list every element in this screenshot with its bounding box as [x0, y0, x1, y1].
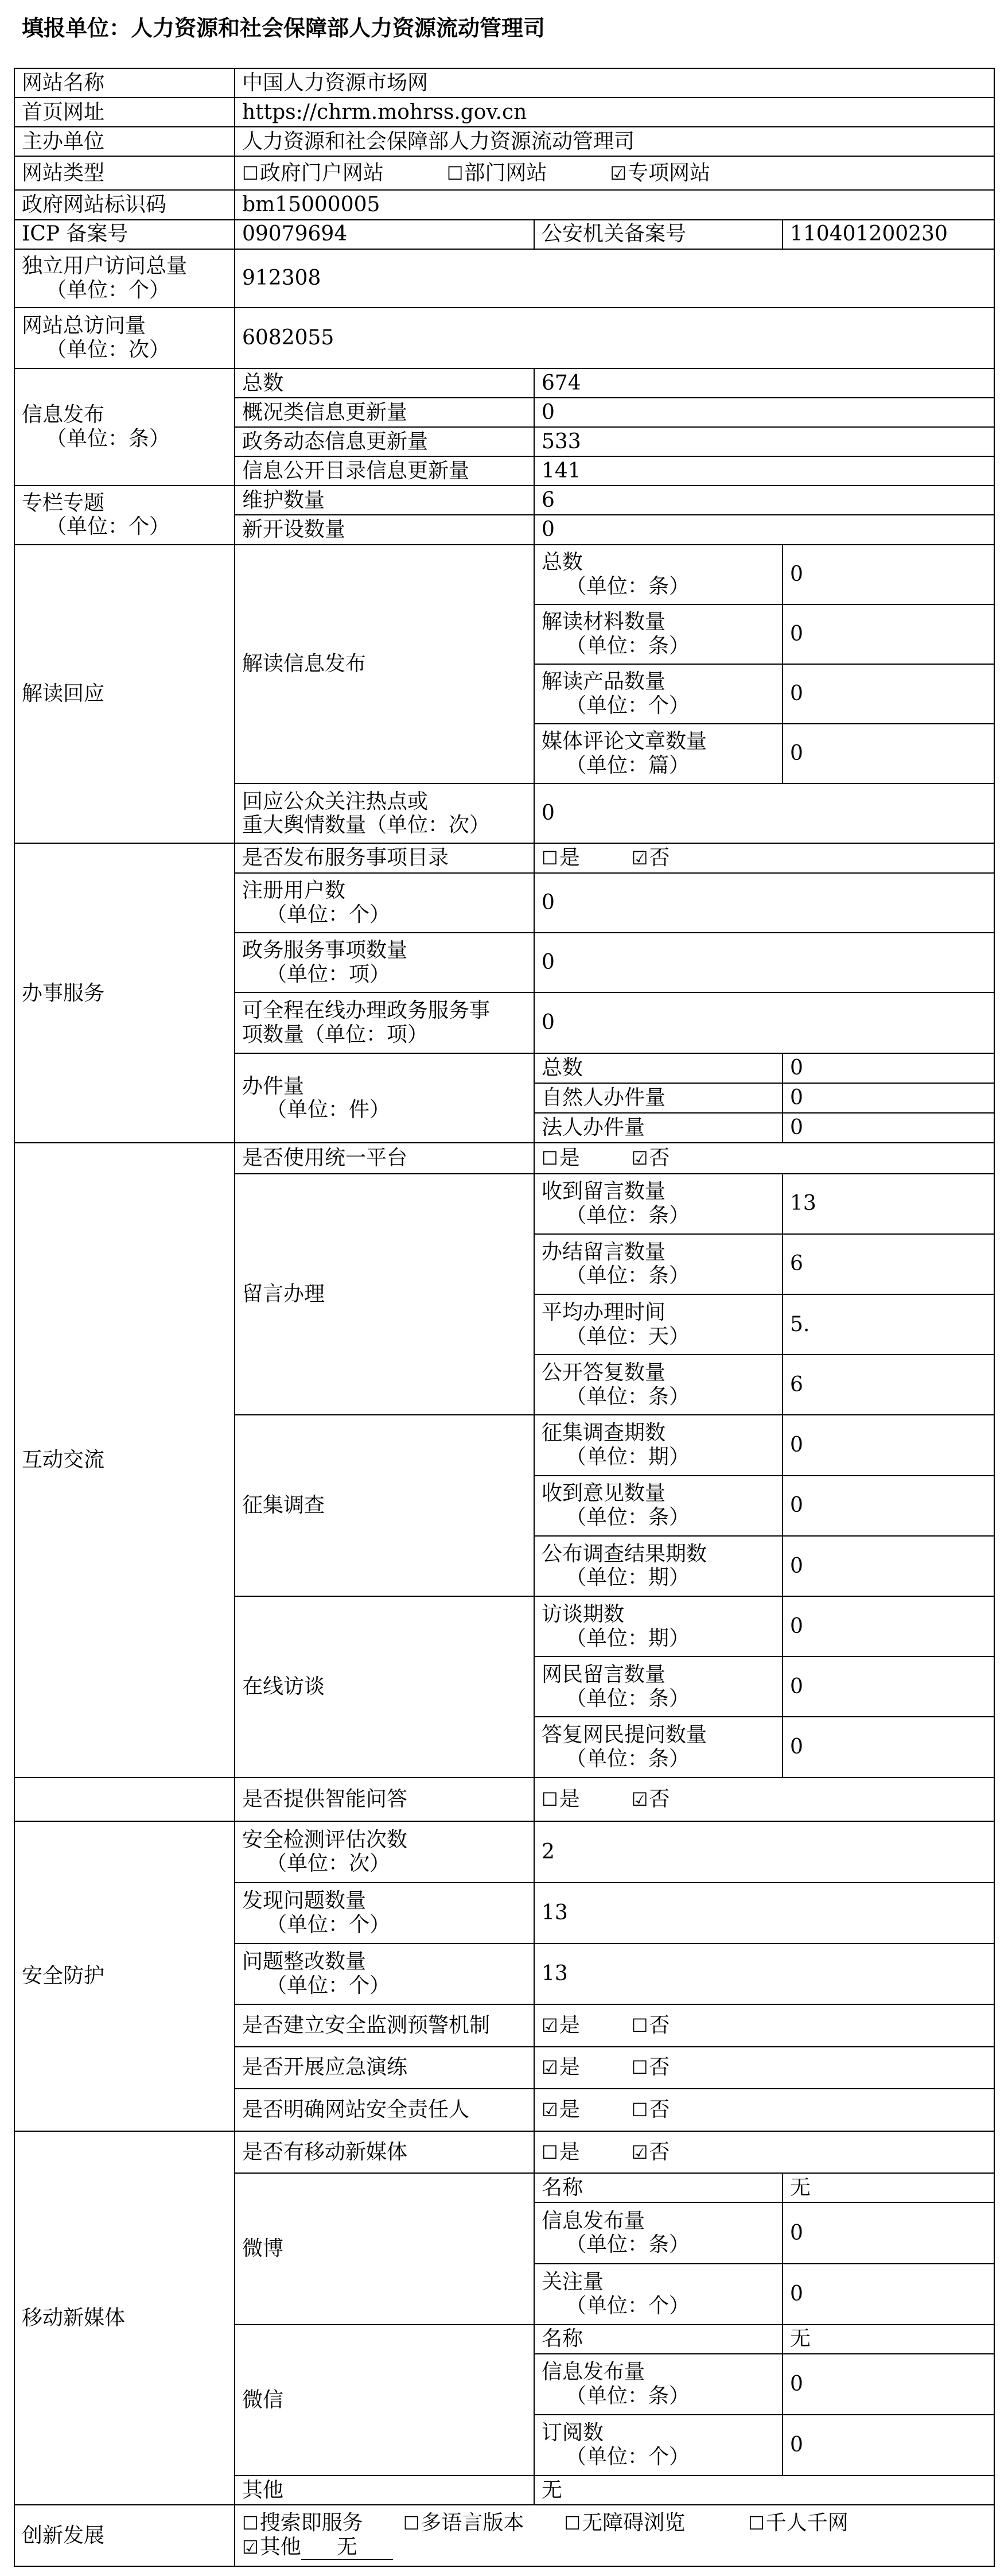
row-site-type — [14, 156, 994, 190]
website-report-table — [14, 68, 995, 2567]
checked-checkbox-icon: ☑ — [631, 1147, 648, 1170]
row-interact-platform: 互动交流 是否使用统一平台 ☐是 ☑否 — [14, 1143, 994, 1173]
row-icp — [14, 220, 994, 249]
row-security-drill: 是否开展应急演练 ☑是 ☐否 — [14, 2047, 994, 2089]
row-security-owner: 是否明确网站安全责任人 ☑是 ☐否 — [14, 2089, 994, 2131]
row-message-received: 留言办理 收到留言数量 （单位：条） 13 — [14, 1174, 994, 1234]
checkbox-icon: ☐ — [542, 1147, 558, 1170]
option-no[interactable]: ☑否 — [631, 1787, 670, 1811]
label: 公安机关备案号 — [534, 220, 783, 249]
row-interview-periods: 在线访谈 访谈期数 （单位：期） 0 — [14, 1596, 994, 1656]
checked-checkbox-icon: ☑ — [542, 2057, 558, 2079]
checkbox-icon: ☐ — [542, 2141, 558, 2163]
row-mobile-other: 其他 无 — [14, 2476, 994, 2505]
row-home-url — [14, 98, 994, 127]
row-service-online: 可全程在线办理政务服务事 项数量（单位：项） 0 — [14, 992, 994, 1053]
site-type-options — [235, 156, 994, 190]
row-interpret-total: 解读回应 解读信息发布 总数 （单位：条） 0 — [14, 545, 994, 604]
label: 首页网址 — [14, 98, 235, 127]
option-no[interactable]: ☑否 — [631, 2140, 670, 2164]
option-no[interactable]: ☐否 — [631, 2055, 670, 2080]
option-yes[interactable]: ☑是 — [542, 2055, 580, 2080]
checked-checkbox-icon: ☑ — [631, 847, 648, 870]
value: https://chrm.mohrss.gov.cn — [235, 98, 994, 127]
value: 09079694 — [235, 220, 534, 249]
row-info-overview: 概况类信息更新量 0 — [14, 398, 994, 427]
checkbox-icon: ☐ — [403, 2512, 420, 2534]
checked-checkbox-icon: ☑ — [631, 2141, 648, 2163]
row-weibo-followers: 关注量 （单位：个） 0 — [14, 2264, 994, 2325]
section-security: 安全防护 — [14, 1821, 235, 2131]
option-yes[interactable]: ☑是 — [542, 2013, 580, 2037]
row-column-maintain: 专栏专题 （单位：个） 维护数量 6 — [14, 486, 994, 515]
option-no[interactable]: ☐否 — [631, 2098, 670, 2121]
row-innovation — [14, 2505, 994, 2566]
option-accessibility[interactable]: ☐无障碍浏览 — [564, 2511, 686, 2535]
checkbox-icon: ☐ — [542, 847, 558, 870]
option-yes[interactable]: ☐是 — [542, 1146, 580, 1170]
row-message-avg-time: 平均办理时间 （单位：天） 5. — [14, 1294, 994, 1355]
option-yes[interactable]: ☐是 — [542, 846, 580, 870]
row-info-catalog: 信息公开目录信息更新量 141 — [14, 456, 994, 486]
row-interpret-respond: 回应公众关注热点或 重大舆情数量（单位：次） 0 — [14, 783, 994, 843]
option-no[interactable]: ☑否 — [631, 846, 670, 870]
option-multilingual[interactable]: ☐多语言版本 — [403, 2511, 524, 2535]
row-interpret-media: 媒体评论文章数量 （单位：篇） 0 — [14, 724, 994, 783]
value: 110401200230 — [783, 220, 994, 249]
checked-checkbox-icon: ☑ — [610, 162, 627, 184]
checkbox-icon: ☐ — [631, 2057, 648, 2079]
checked-checkbox-icon: ☑ — [542, 2099, 558, 2121]
option-personalized[interactable]: ☐千人千网 — [748, 2511, 849, 2535]
value: 912308 — [235, 249, 994, 308]
row-service-catalog: 办事服务 是否发布服务事项目录 ☐是 ☑否 — [14, 843, 994, 872]
section-interact: 互动交流 — [14, 1143, 235, 1777]
row-mobile-has: 移动新媒体 是否有移动新媒体 ☐是 ☑否 — [14, 2131, 994, 2174]
section-interpret: 解读回应 — [14, 545, 235, 844]
label: ICP 备案号 — [14, 220, 235, 249]
row-message-public: 公开答复数量 （单位：条） 6 — [14, 1355, 994, 1415]
row-handle-total: 办件量 （单位：件） 总数 0 — [14, 1053, 994, 1083]
option-search-service[interactable]: ☐搜索即服务 — [242, 2511, 363, 2535]
value: bm15000005 — [235, 190, 994, 219]
value: 6082055 — [235, 308, 994, 368]
row-site-name — [14, 68, 994, 98]
row-weibo-posts: 信息发布量 （单位：条） 0 — [14, 2202, 994, 2263]
label: 政府网站标识码 — [14, 190, 235, 219]
row-service-users: 注册用户数 （单位：个） 0 — [14, 873, 994, 933]
row-handle-legal: 法人办件量 0 — [14, 1113, 994, 1143]
option-special[interactable]: ☑专项网站 — [610, 161, 711, 185]
checkbox-icon: ☐ — [242, 2512, 259, 2534]
option-no[interactable]: ☑否 — [631, 1146, 670, 1170]
checkbox-icon: ☐ — [631, 2099, 648, 2121]
row-info-total: 信息发布 （单位：条） 总数 674 — [14, 368, 994, 398]
label: 网站名称 — [14, 68, 235, 98]
row-interview-messages: 网民留言数量 （单位：条） 0 — [14, 1656, 994, 1717]
label: 网站总访问量 （单位：次） — [14, 308, 235, 368]
checkbox-icon: ☐ — [542, 1789, 558, 1811]
row-survey-opinions: 收到意见数量 （单位：条） 0 — [14, 1476, 994, 1536]
row-interview-replies: 答复网民提问数量 （单位：条） 0 — [14, 1717, 994, 1777]
row-service-items: 政务服务事项数量 （单位：项） 0 — [14, 933, 994, 992]
row-column-new: 新开设数量 0 — [14, 515, 994, 544]
section-column: 专栏专题 （单位：个） — [14, 486, 235, 544]
row-wechat-name: 微信 名称 无 — [14, 2325, 994, 2354]
row-survey-periods: 征集调查 征集调查期数 （单位：期） 0 — [14, 1415, 994, 1475]
form-header: 填报单位：人力资源和社会保障部人力资源流动管理司 — [22, 15, 546, 41]
row-host-unit — [14, 127, 994, 156]
option-portal[interactable]: ☐政府门户网站 — [242, 161, 384, 185]
checkbox-icon: ☐ — [446, 162, 464, 184]
row-wechat-subscribers: 订阅数 （单位：个） 0 — [14, 2415, 994, 2476]
label: 独立用户访问总量 （单位：个） — [14, 249, 235, 308]
option-yes[interactable]: ☑是 — [542, 2098, 580, 2121]
option-department[interactable]: ☐部门网站 — [446, 161, 547, 185]
value: 人力资源和社会保障部人力资源流动管理司 — [235, 127, 994, 156]
checkbox-icon: ☐ — [242, 162, 259, 184]
row-message-done: 办结留言数量 （单位：条） 6 — [14, 1234, 994, 1294]
option-yes[interactable]: ☐是 — [542, 2140, 580, 2164]
value: 中国人力资源市场网 — [235, 68, 994, 98]
row-uv — [14, 249, 994, 308]
section-info-pub: 信息发布 （单位：条） — [14, 368, 235, 486]
row-handle-natural: 自然人办件量 0 — [14, 1083, 994, 1113]
row-wechat-posts: 信息发布量 （单位：条） 0 — [14, 2354, 994, 2415]
label: 主办单位 — [14, 127, 235, 156]
option-no[interactable]: ☐否 — [631, 2013, 670, 2037]
section-mobile: 移动新媒体 — [14, 2131, 235, 2505]
section-service: 办事服务 — [14, 843, 235, 1143]
checked-checkbox-icon: ☑ — [242, 2536, 259, 2558]
option-other[interactable]: ☑其他 无 — [242, 2535, 393, 2561]
checkbox-icon: ☐ — [564, 2512, 581, 2534]
row-smart-qa: 是否提供智能问答 ☐是 ☑否 — [14, 1778, 994, 1822]
row-survey-results: 公布调查结果期数 （单位：期） 0 — [14, 1536, 994, 1596]
option-yes[interactable]: ☐是 — [542, 1787, 580, 1811]
row-info-news: 政务动态信息更新量 533 — [14, 427, 994, 456]
row-interpret-product: 解读产品数量 （单位：个） 0 — [14, 664, 994, 724]
section-innovation: 创新发展 — [14, 2505, 235, 2566]
row-weibo-name: 微博 名称 无 — [14, 2173, 994, 2202]
interpret-sub: 解读信息发布 — [235, 545, 534, 784]
checked-checkbox-icon: ☑ — [631, 1789, 648, 1811]
checkbox-icon: ☐ — [631, 2014, 648, 2036]
row-security-fixed: 问题整改数量 （单位：个） 13 — [14, 1943, 994, 2004]
row-security-checks: 安全防护 安全检测评估次数 （单位：次） 2 — [14, 1821, 994, 1882]
checked-checkbox-icon: ☑ — [542, 2014, 558, 2036]
row-security-warning: 是否建立安全监测预警机制 ☑是 ☐否 — [14, 2004, 994, 2047]
checkbox-icon: ☐ — [748, 2512, 765, 2534]
row-pv — [14, 308, 994, 368]
row-gov-id — [14, 190, 994, 219]
other-value: 无 — [301, 2535, 393, 2561]
row-security-found: 发现问题数量 （单位：个） 13 — [14, 1883, 994, 1943]
row-interpret-material: 解读材料数量 （单位：条） 0 — [14, 604, 994, 664]
label: 网站类型 — [14, 156, 235, 190]
